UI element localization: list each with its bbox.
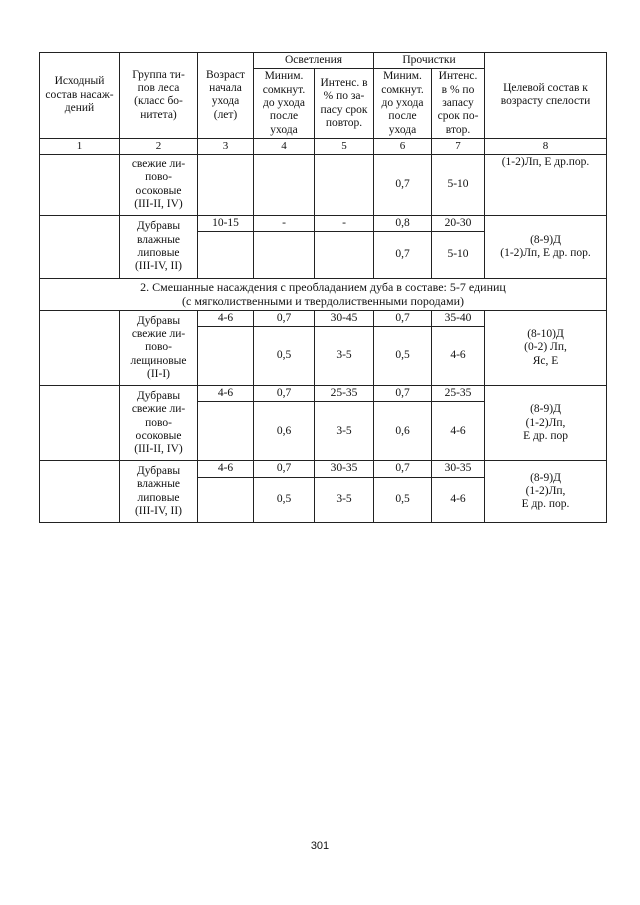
header-cleaning: Прочистки bbox=[374, 53, 485, 69]
cleaning-density-cell: 0,7 bbox=[374, 386, 432, 402]
forest-type-cell: свежие ли- пово- осоковые (III-II, IV) bbox=[120, 154, 198, 215]
cleaning-density-cell: 0,7 bbox=[374, 461, 432, 477]
cleaning-density-cell: 0,8 bbox=[374, 215, 432, 231]
header-initial-composition: Исходный состав насаж- дений bbox=[40, 53, 120, 139]
lightening-density-cell: 0,7 bbox=[254, 461, 315, 477]
header-lightening-intensity: Интенс. в % по за- пасу срок повтор. bbox=[315, 69, 374, 139]
cleaning-intensity-cell: 35-40 bbox=[432, 310, 485, 326]
cleaning-intensity-cell: 20-30 bbox=[432, 215, 485, 231]
lightening-intensity-cell: - bbox=[315, 215, 374, 231]
target-composition-cell: (8-9)Д (1-2)Лп, Е др. пор. bbox=[485, 461, 607, 522]
lightening-intensity-cell: 30-35 bbox=[315, 461, 374, 477]
header-cleaning-min-density: Миним. сомкнут. до ухода после ухода bbox=[374, 69, 432, 139]
column-number: 3 bbox=[198, 138, 254, 154]
column-number: 1 bbox=[40, 138, 120, 154]
cleaning-density-cell: 0,5 bbox=[374, 327, 432, 386]
initial-composition-cell bbox=[40, 215, 120, 278]
page-number: 301 bbox=[310, 840, 330, 852]
header-lightening-min-density: Миним. сомкнут. до ухода после ухода bbox=[254, 69, 315, 139]
cleaning-intensity-cell: 30-35 bbox=[432, 461, 485, 477]
cleaning-density-cell: 0,7 bbox=[374, 232, 432, 279]
cleaning-intensity-cell: 5-10 bbox=[432, 232, 485, 279]
section-heading: 2. Смешанные насаждения с преобладанием дуба в составе: 5-7 единиц (с мягколиственными и твердолиственными породами) bbox=[40, 279, 607, 311]
lightening-density-cell bbox=[254, 232, 315, 279]
column-number: 7 bbox=[432, 138, 485, 154]
target-composition-cell: (1-2)Лп, Е др.пор. bbox=[485, 154, 607, 215]
cleaning-intensity-cell: 4-6 bbox=[432, 327, 485, 386]
lightening-intensity-cell: 3-5 bbox=[315, 402, 374, 461]
start-age-cell bbox=[198, 402, 254, 461]
forest-type-cell: Дубравы влажные липовые (III-IV, II) bbox=[120, 215, 198, 278]
header-cleaning-intensity: Интенс. в % по запасу срок по- втор. bbox=[432, 69, 485, 139]
header-target-composition: Целевой состав к возрасту спелости bbox=[485, 53, 607, 139]
lightening-density-cell bbox=[254, 154, 315, 215]
lightening-density-cell: 0,5 bbox=[254, 477, 315, 522]
table-row bbox=[40, 154, 607, 215]
lightening-intensity-cell: 30-45 bbox=[315, 310, 374, 326]
lightening-density-cell: 0,6 bbox=[254, 402, 315, 461]
table-row bbox=[40, 310, 607, 326]
initial-composition-cell bbox=[40, 461, 120, 522]
target-composition-cell: (8-10)Д (0-2) Лп, Яс, Е bbox=[485, 310, 607, 385]
cleaning-intensity-cell: 25-35 bbox=[432, 386, 485, 402]
target-composition-cell: (8-9)Д (1-2)Лп, Е др. пор. bbox=[485, 215, 607, 278]
lightening-intensity-cell bbox=[315, 154, 374, 215]
start-age-cell: 10-15 bbox=[198, 215, 254, 231]
header-lightening: Осветления bbox=[254, 53, 374, 69]
column-number: 5 bbox=[315, 138, 374, 154]
lightening-density-cell: - bbox=[254, 215, 315, 231]
column-number: 2 bbox=[120, 138, 198, 154]
cleaning-intensity-cell: 5-10 bbox=[432, 154, 485, 215]
initial-composition-cell bbox=[40, 154, 120, 215]
initial-composition-cell bbox=[40, 310, 120, 385]
lightening-intensity-cell: 3-5 bbox=[315, 327, 374, 386]
column-number: 8 bbox=[485, 138, 607, 154]
header-start-age: Возраст начала ухода (лет) bbox=[198, 53, 254, 139]
cleaning-density-cell: 0,5 bbox=[374, 477, 432, 522]
header-forest-type-group: Группа ти- пов леса (класс бо- нитета) bbox=[120, 53, 198, 139]
forest-type-cell: Дубравы свежие ли- пово- лещиновые (II-I) bbox=[120, 310, 198, 385]
silviculture-table bbox=[39, 52, 607, 523]
table-row bbox=[40, 461, 607, 477]
column-number: 6 bbox=[374, 138, 432, 154]
cleaning-density-cell: 0,7 bbox=[374, 154, 432, 215]
start-age-cell: 4-6 bbox=[198, 310, 254, 326]
start-age-cell bbox=[198, 154, 254, 215]
table-row bbox=[40, 386, 607, 402]
lightening-intensity-cell: 3-5 bbox=[315, 477, 374, 522]
start-age-cell: 4-6 bbox=[198, 386, 254, 402]
forest-type-cell: Дубравы влажные липовые (III-IV, II) bbox=[120, 461, 198, 522]
start-age-cell bbox=[198, 477, 254, 522]
lightening-density-cell: 0,7 bbox=[254, 310, 315, 326]
start-age-cell: 4-6 bbox=[198, 461, 254, 477]
lightening-density-cell: 0,7 bbox=[254, 386, 315, 402]
cleaning-density-cell: 0,6 bbox=[374, 402, 432, 461]
forest-type-cell: Дубравы свежие ли- пово- осоковые (III-II, IV) bbox=[120, 386, 198, 461]
start-age-cell bbox=[198, 327, 254, 386]
cleaning-intensity-cell: 4-6 bbox=[432, 402, 485, 461]
lightening-intensity-cell bbox=[315, 232, 374, 279]
table-row bbox=[40, 215, 607, 231]
target-composition-cell: (8-9)Д (1-2)Лп, Е др. пор bbox=[485, 386, 607, 461]
column-number: 4 bbox=[254, 138, 315, 154]
lightening-intensity-cell: 25-35 bbox=[315, 386, 374, 402]
start-age-cell bbox=[198, 232, 254, 279]
cleaning-density-cell: 0,7 bbox=[374, 310, 432, 326]
initial-composition-cell bbox=[40, 386, 120, 461]
lightening-density-cell: 0,5 bbox=[254, 327, 315, 386]
cleaning-intensity-cell: 4-6 bbox=[432, 477, 485, 522]
